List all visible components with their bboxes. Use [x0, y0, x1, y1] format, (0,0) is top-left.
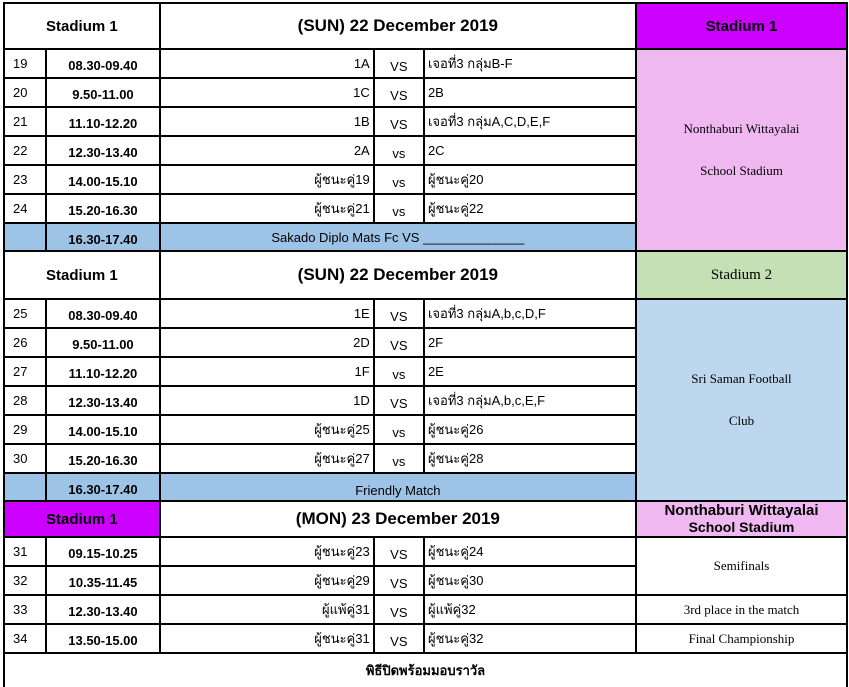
home-team: ผู้ชนะคู่27	[160, 444, 374, 473]
extra-number	[4, 473, 46, 501]
away-team: ผู้ชนะคู่30	[424, 566, 636, 595]
extra-match-info: Sakado Diplo Mats Fc VS ______________	[160, 223, 636, 251]
match-number: 26	[4, 328, 46, 357]
home-team: 1F	[160, 357, 374, 386]
stage-third-place: 3rd place in the match	[636, 595, 847, 624]
vs-label: VS	[374, 299, 424, 328]
home-team: ผู้ชนะคู่19	[160, 165, 374, 194]
match-time: 15.20-16.30	[46, 194, 160, 223]
match-row	[4, 299, 847, 328]
home-team: ผู้ชนะคู่25	[160, 415, 374, 444]
match-row	[4, 595, 847, 624]
home-team: 1B	[160, 107, 374, 136]
match-time: 9.50-11.00	[46, 78, 160, 107]
match-number: 25	[4, 299, 46, 328]
right-stadium-label: Stadium 2	[636, 251, 847, 299]
away-team: เจอที่3 กลุ่มA,C,D,E,F	[424, 107, 636, 136]
match-number: 31	[4, 537, 46, 566]
stage-final: Final Championship	[636, 624, 847, 653]
home-team: 2D	[160, 328, 374, 357]
vs-label: vs	[374, 194, 424, 223]
match-time: 11.10-12.20	[46, 357, 160, 386]
away-team: เจอที่3 กลุ่มB-F	[424, 49, 636, 78]
venue-line1: Sri Saman Football	[691, 371, 792, 386]
home-team: ผู้ชนะคู่23	[160, 537, 374, 566]
match-number: 20	[4, 78, 46, 107]
match-time: 14.00-15.10	[46, 165, 160, 194]
stadium-label: Stadium 1	[4, 251, 160, 299]
away-team: ผู้แพ้คู่32	[424, 595, 636, 624]
match-number: 32	[4, 566, 46, 595]
away-team: ผู้ชนะคู่20	[424, 165, 636, 194]
stadium-label: Stadium 1	[4, 501, 160, 537]
match-time: 12.30-13.40	[46, 136, 160, 165]
block-header	[4, 501, 847, 537]
vs-label: VS	[374, 386, 424, 415]
vs-label: vs	[374, 357, 424, 386]
match-time: 13.50-15.00	[46, 624, 160, 653]
away-team: เจอที่3 กลุ่มA,b,c,D,F	[424, 299, 636, 328]
extra-match-info: Friendly Match	[160, 473, 636, 501]
right-stadium-label: Stadium 1	[636, 3, 847, 49]
match-number: 22	[4, 136, 46, 165]
venue-line1: Nonthaburi Wittayalai	[683, 121, 800, 136]
match-time: 12.30-13.40	[46, 386, 160, 415]
match-time: 12.30-13.40	[46, 595, 160, 624]
vs-label: VS	[374, 49, 424, 78]
extra-number	[4, 223, 46, 251]
home-team: 1D	[160, 386, 374, 415]
match-time: 08.30-09.40	[46, 49, 160, 78]
match-time: 14.00-15.10	[46, 415, 160, 444]
vs-label: VS	[374, 78, 424, 107]
right-stadium-label	[636, 501, 847, 537]
match-number: 27	[4, 357, 46, 386]
right-line2: School Stadium	[688, 519, 795, 535]
stadium-label: Stadium 1	[4, 3, 160, 49]
away-team: เจอที่3 กลุ่มA,b,c,E,F	[424, 386, 636, 415]
match-number: 19	[4, 49, 46, 78]
vs-label: vs	[374, 444, 424, 473]
match-time: 16.30-17.40	[46, 473, 160, 501]
date-label: (SUN) 22 December 2019	[160, 3, 636, 49]
match-time: 10.35-11.45	[46, 566, 160, 595]
match-row	[4, 49, 847, 78]
block-header	[4, 251, 847, 299]
venue-sri-saman	[636, 299, 847, 501]
vs-label: vs	[374, 415, 424, 444]
away-team: ผู้ชนะคู่22	[424, 194, 636, 223]
home-team: ผู้ชนะคู่31	[160, 624, 374, 653]
match-number: 33	[4, 595, 46, 624]
block-header	[4, 3, 847, 49]
vs-label: VS	[374, 624, 424, 653]
date-label: (MON) 23 December 2019	[160, 501, 636, 537]
away-team: 2B	[424, 78, 636, 107]
away-team: ผู้ชนะคู่32	[424, 624, 636, 653]
match-number: 29	[4, 415, 46, 444]
vs-label: VS	[374, 537, 424, 566]
away-team: 2F	[424, 328, 636, 357]
match-time: 11.10-12.20	[46, 107, 160, 136]
match-time: 08.30-09.40	[46, 299, 160, 328]
match-number: 24	[4, 194, 46, 223]
vs-label: VS	[374, 328, 424, 357]
vs-label: vs	[374, 136, 424, 165]
right-line1: Nonthaburi Wittayalai	[664, 502, 819, 519]
home-team: ผู้ชนะคู่21	[160, 194, 374, 223]
home-team: ผู้แพ้คู่31	[160, 595, 374, 624]
match-number: 21	[4, 107, 46, 136]
home-team: 2A	[160, 136, 374, 165]
venue-nonthaburi	[636, 49, 847, 251]
away-team: ผู้ชนะคู่28	[424, 444, 636, 473]
home-team: 1E	[160, 299, 374, 328]
vs-label: VS	[374, 107, 424, 136]
away-team: 2E	[424, 357, 636, 386]
date-label: (SUN) 22 December 2019	[160, 251, 636, 299]
vs-label: vs	[374, 165, 424, 194]
venue-line2: Club	[728, 413, 755, 428]
away-team: 2C	[424, 136, 636, 165]
match-number: 30	[4, 444, 46, 473]
away-team: ผู้ชนะคู่26	[424, 415, 636, 444]
match-row	[4, 537, 847, 566]
stage-semifinals: Semifinals	[636, 537, 847, 595]
match-time: 09.15-10.25	[46, 537, 160, 566]
vs-label: VS	[374, 595, 424, 624]
schedule-table	[3, 2, 848, 687]
match-number: 23	[4, 165, 46, 194]
home-team: 1C	[160, 78, 374, 107]
away-team: ผู้ชนะคู่24	[424, 537, 636, 566]
closing-ceremony: พิธีปิดพร้อมมอบราวัล	[4, 653, 847, 687]
match-row	[4, 624, 847, 653]
match-time: 15.20-16.30	[46, 444, 160, 473]
home-team: 1A	[160, 49, 374, 78]
venue-line2: School Stadium	[700, 163, 783, 178]
home-team: ผู้ชนะคู่29	[160, 566, 374, 595]
match-number: 28	[4, 386, 46, 415]
match-number: 34	[4, 624, 46, 653]
match-time: 16.30-17.40	[46, 223, 160, 251]
match-time: 9.50-11.00	[46, 328, 160, 357]
closing-row	[4, 653, 847, 687]
vs-label: VS	[374, 566, 424, 595]
